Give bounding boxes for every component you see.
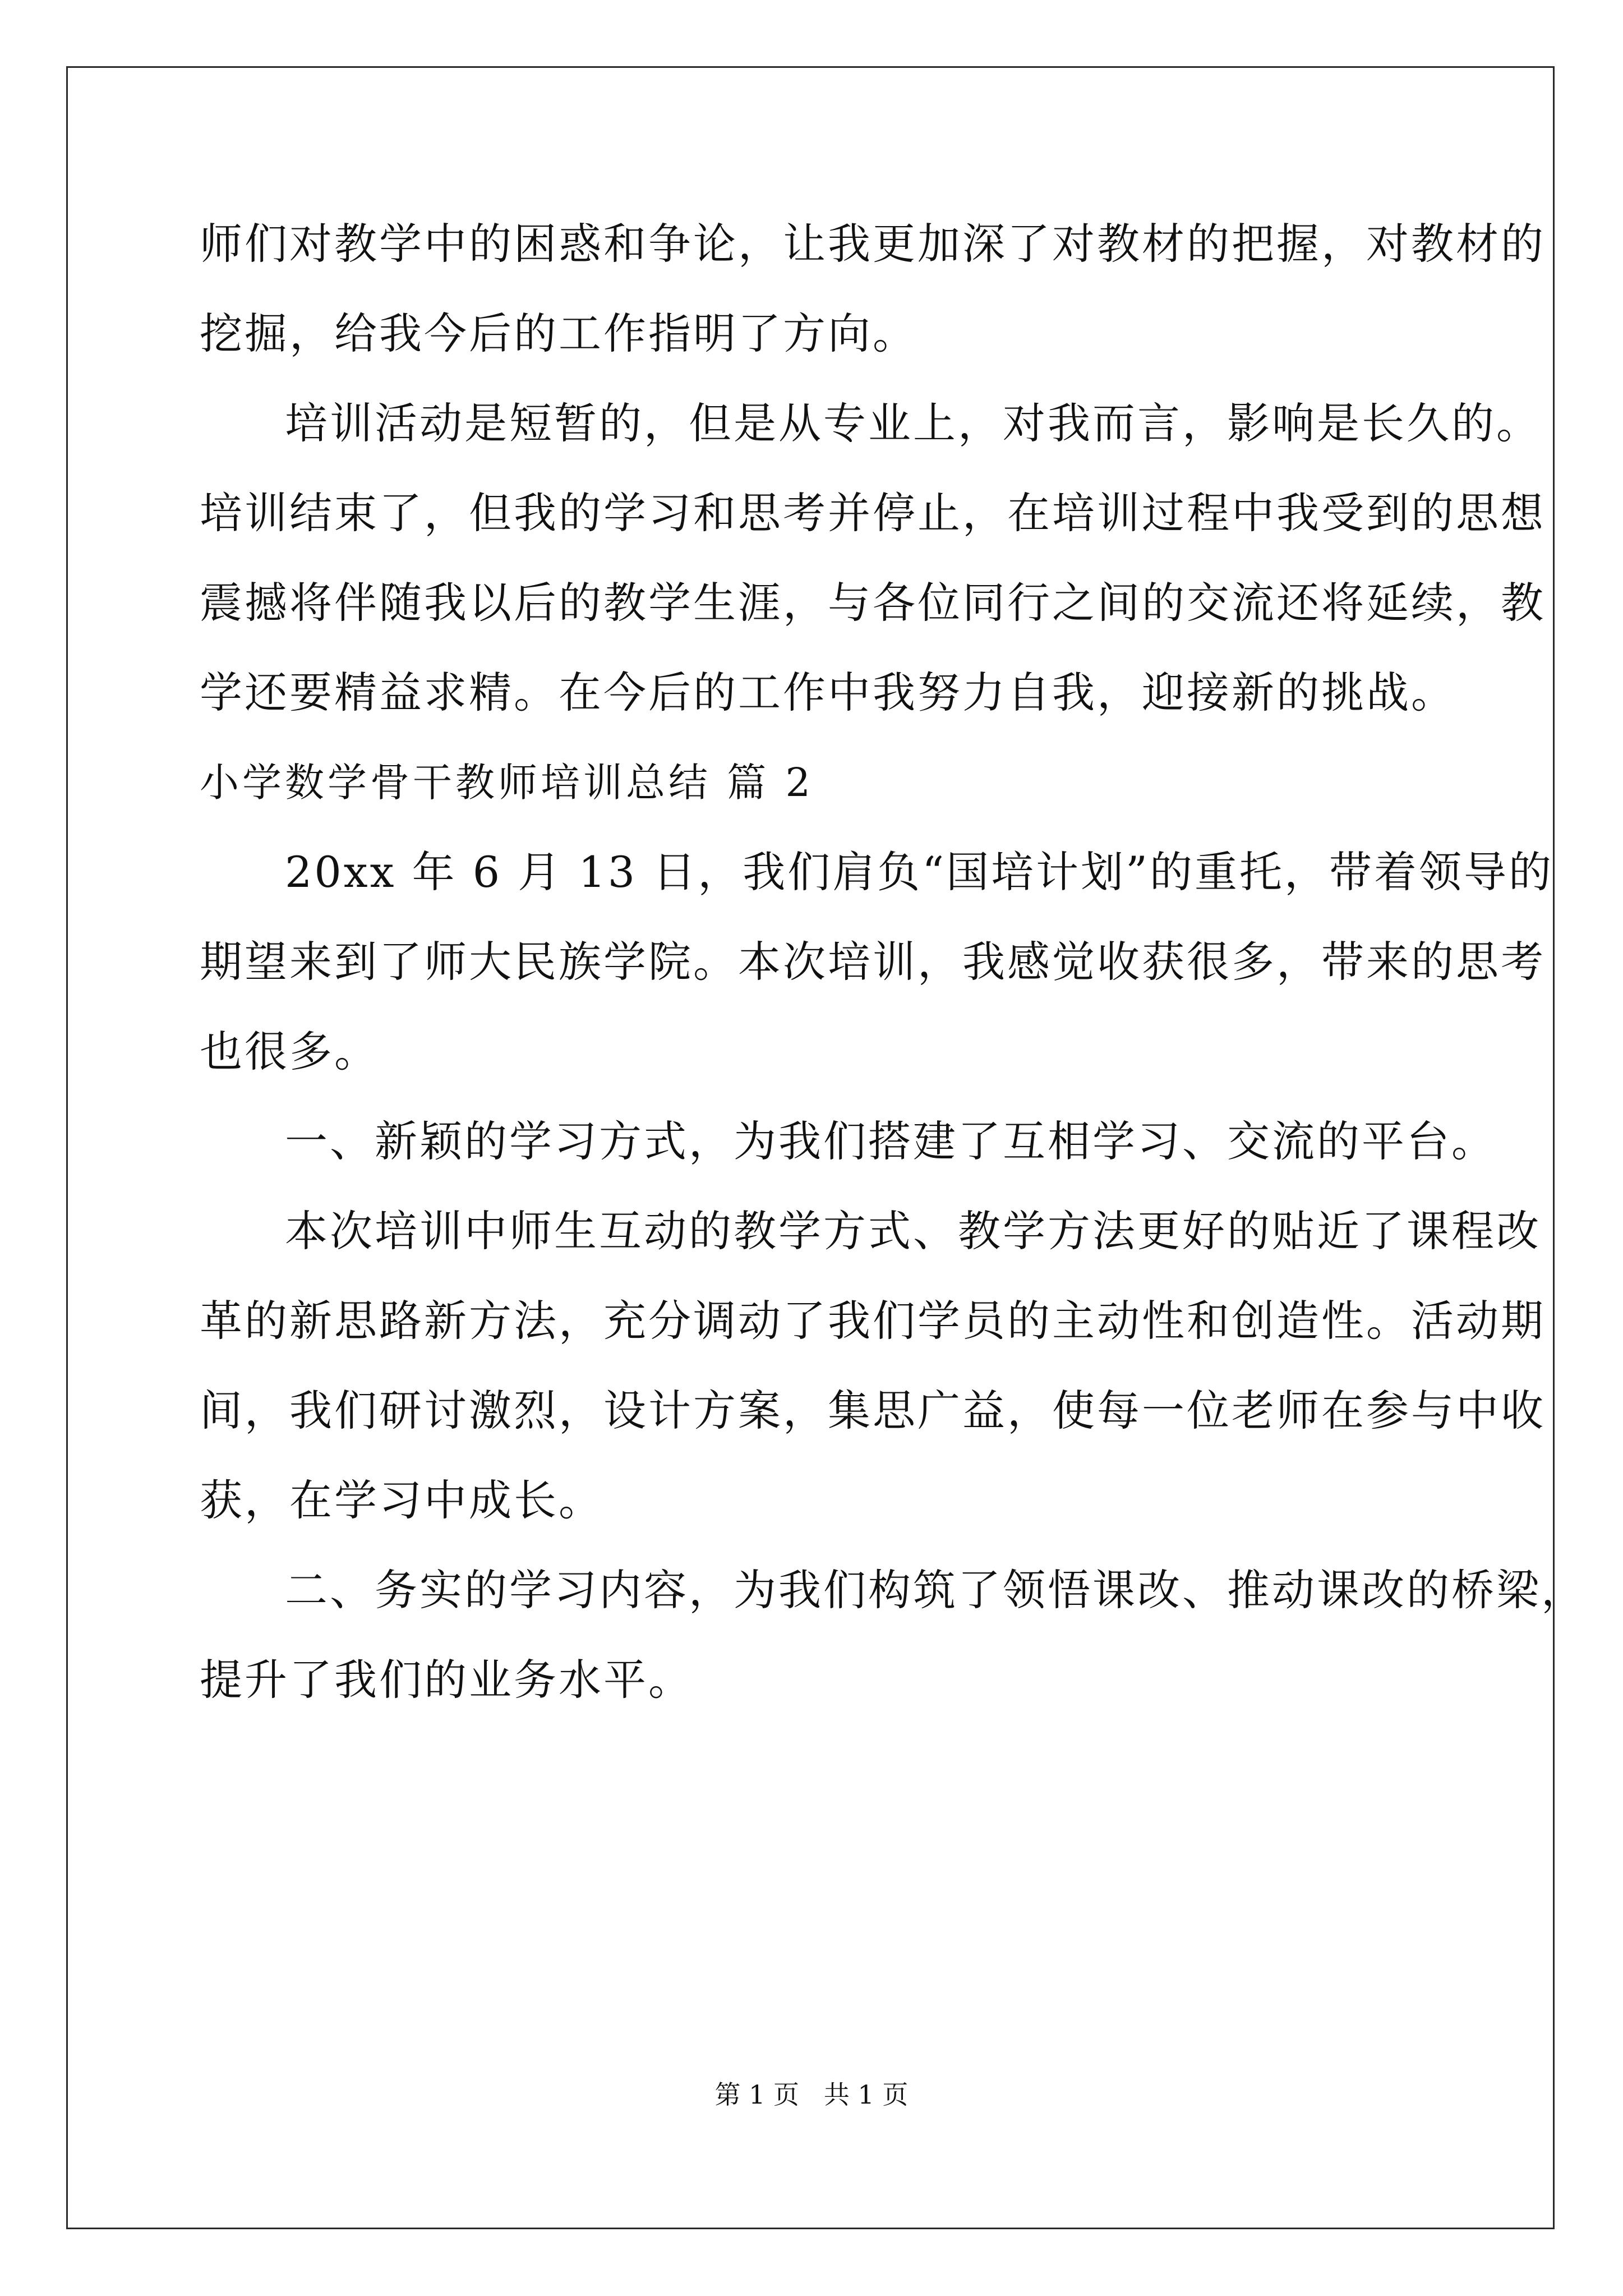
body-text-line: 本次培训中师生互动的教学方式、教学方法更好的贴近了课程改 xyxy=(285,1206,1541,1256)
body-text-line: 革的新思路新方法，充分调动了我们学员的主动性和创造性。活动期 xyxy=(200,1296,1546,1346)
section-heading: 小学数学骨干教师培训总结 篇 2 xyxy=(200,760,814,806)
body-text-line: 也很多。 xyxy=(200,1027,379,1076)
body-text-line: 挖掘，给我今后的工作指明了方向。 xyxy=(200,309,917,358)
body-text-line: 震撼将伴随我以后的教学生涯，与各位同行之间的交流还将延续，教 xyxy=(200,578,1546,628)
body-text-line: 二、务实的学习内容，为我们构筑了领悟课改、推动课改的桥梁， xyxy=(285,1565,1586,1615)
body-text-line: 间，我们研讨激烈，设计方案，集思广益，使每一位老师在参与中收 xyxy=(200,1386,1546,1435)
page-number-footer: 第 1 页 共 1 页 xyxy=(714,2079,909,2110)
body-text-line: 获，在学习中成长。 xyxy=(200,1475,603,1525)
body-text-line: 师们对教学中的困惑和争论，让我更加深了对教材的把握，对教材的 xyxy=(200,219,1546,269)
body-text-line: 提升了我们的业务水平。 xyxy=(200,1655,693,1705)
body-text-line: 学还要精益求精。在今后的工作中我努力自我，迎接新的挑战。 xyxy=(200,668,1456,717)
body-text-line: 期望来到了师大民族学院。本次培训，我感觉收获很多，带来的思考 xyxy=(200,937,1546,987)
body-text-line: 培训活动是短暂的，但是从专业上，对我而言，影响是长久的。 xyxy=(285,398,1541,448)
body-text-line: 培训结束了，但我的学习和思考并停止，在培训过程中我受到的思想 xyxy=(200,488,1546,538)
body-text-line: 一、新颖的学习方式，为我们搭建了互相学习、交流的平台。 xyxy=(285,1116,1496,1166)
body-text-line: 20xx 年 6 月 13 日，我们肩负“国培计划”的重托，带着领导的 xyxy=(285,847,1553,897)
